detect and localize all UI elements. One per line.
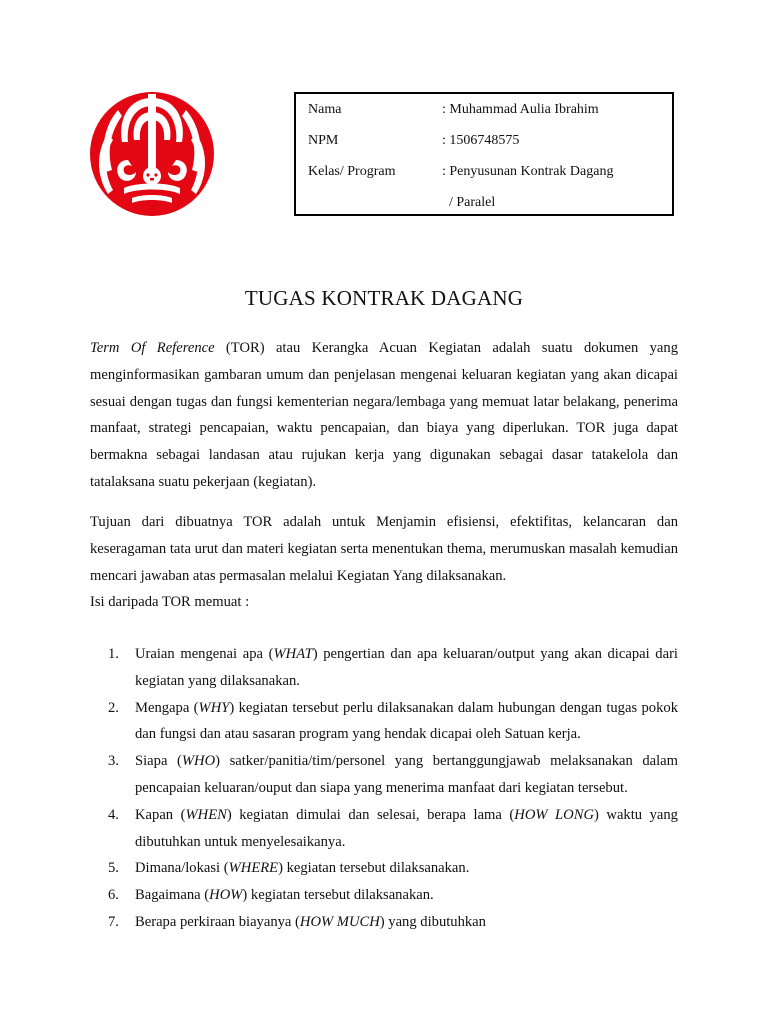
identity-label: Nama (308, 102, 342, 117)
term-italic: Term Of Reference (90, 340, 215, 356)
list-number: 5. (108, 860, 119, 877)
list-item (90, 882, 678, 909)
paragraph-text: (TOR) atau Kerangka Acuan Kegiatan adalah suatu dokumen yang menginformasikan gambaran umum dan penjelasan mengenai keluaran kegiatan yang akan dicapai sesuai dengan tugas dan fungsi kementerian negara/lembaga yang memuat latar belakang, penerima manfaat, strategi pencapaian, waktu pencapaian, dan biaya yang diperlukan. TOR juga dapat bermakna sebagai landasan atau rujukan kerja yang digunakan sebagai dasar tatakelola dan tatalaksana suatu pekerjaan (kegiatan). (90, 340, 679, 490)
list-text: ) waktu yang dibutuhkan untuk menyelesaikanya. (135, 806, 678, 850)
list-item (90, 748, 678, 802)
list-text: ) pengertian dan apa keluaran/output yang akan dicapai dari kegiatan yang dilaksanakan. (135, 646, 678, 689)
identity-value: : 1506748575 (442, 133, 520, 148)
list-item (90, 909, 678, 936)
identity-value: / Paralel (442, 195, 496, 210)
list-item (90, 855, 678, 882)
paragraph-content-intro: Isi daripada TOR memuat : (90, 594, 250, 610)
list-text: Bagaimana ( (135, 887, 210, 904)
list-text: Berapa perkiraan biayanya ( (135, 913, 300, 930)
list-number: 2. (108, 699, 119, 716)
list-number: 3. (108, 753, 119, 770)
list-item (90, 802, 678, 856)
list-keyword: WHAT (273, 646, 313, 662)
list-text: ) satker/panitia/tim/personel yang bertanggungjawab melaksanakan dalam pencapaian keluaran/ouput dan siapa yang menerima manfaat dari kegiatan tersebut. (135, 753, 679, 796)
paragraph-definition (90, 335, 678, 496)
list-keyword: HOW MUCH (299, 913, 380, 930)
list-keyword: WHO (181, 753, 216, 770)
list-keyword: HOW (209, 887, 243, 904)
list-item (90, 641, 678, 695)
list-text: ) kegiatan tersebut perlu dilaksanakan dalam hubungan dengan tugas pokok dan fungsi dan atau sasaran program yang hendak dicapai oleh Satuan kerja. (135, 699, 678, 743)
list-text: Uraian mengenai apa ( (135, 646, 274, 662)
list-text: Siapa ( (135, 753, 182, 770)
student-identity-box (294, 92, 674, 216)
document-title: TUGAS KONTRAK DAGANG (244, 286, 524, 310)
list-item (90, 695, 678, 749)
university-makara-logo (88, 90, 216, 218)
list-text: ) kegiatan dimulai dan selesai, berapa lama ( (226, 806, 515, 823)
list-number: 6. (108, 887, 119, 904)
tor-content-list (90, 641, 678, 936)
identity-row-class-cont (308, 193, 668, 213)
list-text: Kapan ( (135, 806, 186, 823)
list-number: 7. (108, 913, 119, 930)
list-keyword: WHEN (185, 806, 227, 823)
paragraph-purpose: Tujuan dari dibuatnya TOR adalah untuk Menjamin efisiensi, efektifitas, kelancaran dan keseragaman tata urut dan materi kegiatan serta menentukan thema, merumuskan masalah kemudian mencari jawaban atas permasalan melalui Kegiatan Yang dilaksanakan. (90, 514, 678, 584)
identity-row-class (308, 162, 668, 182)
identity-row-npm (308, 131, 668, 151)
identity-value: : Penyusunan Kontrak Dagang (442, 164, 614, 179)
identity-value: : Muhammad Aulia Ibrahim (442, 102, 599, 117)
list-text: Dimana/lokasi ( (135, 860, 229, 877)
list-text: ) kegiatan tersebut dilaksanakan. (242, 887, 434, 904)
list-keyword: WHY (198, 699, 230, 716)
list-keyword: HOW LONG (514, 806, 594, 823)
identity-label: Kelas/ Program (308, 164, 396, 179)
identity-label: NPM (308, 133, 339, 148)
identity-row-name (308, 100, 668, 120)
list-text: ) kegiatan tersebut dilaksanakan. (278, 860, 470, 877)
list-number: 4. (108, 806, 119, 823)
list-keyword: WHERE (228, 860, 279, 877)
list-text: Mengapa ( (135, 699, 199, 716)
list-text: ) yang dibutuhkan (379, 913, 486, 930)
list-number: 1. (108, 646, 119, 662)
